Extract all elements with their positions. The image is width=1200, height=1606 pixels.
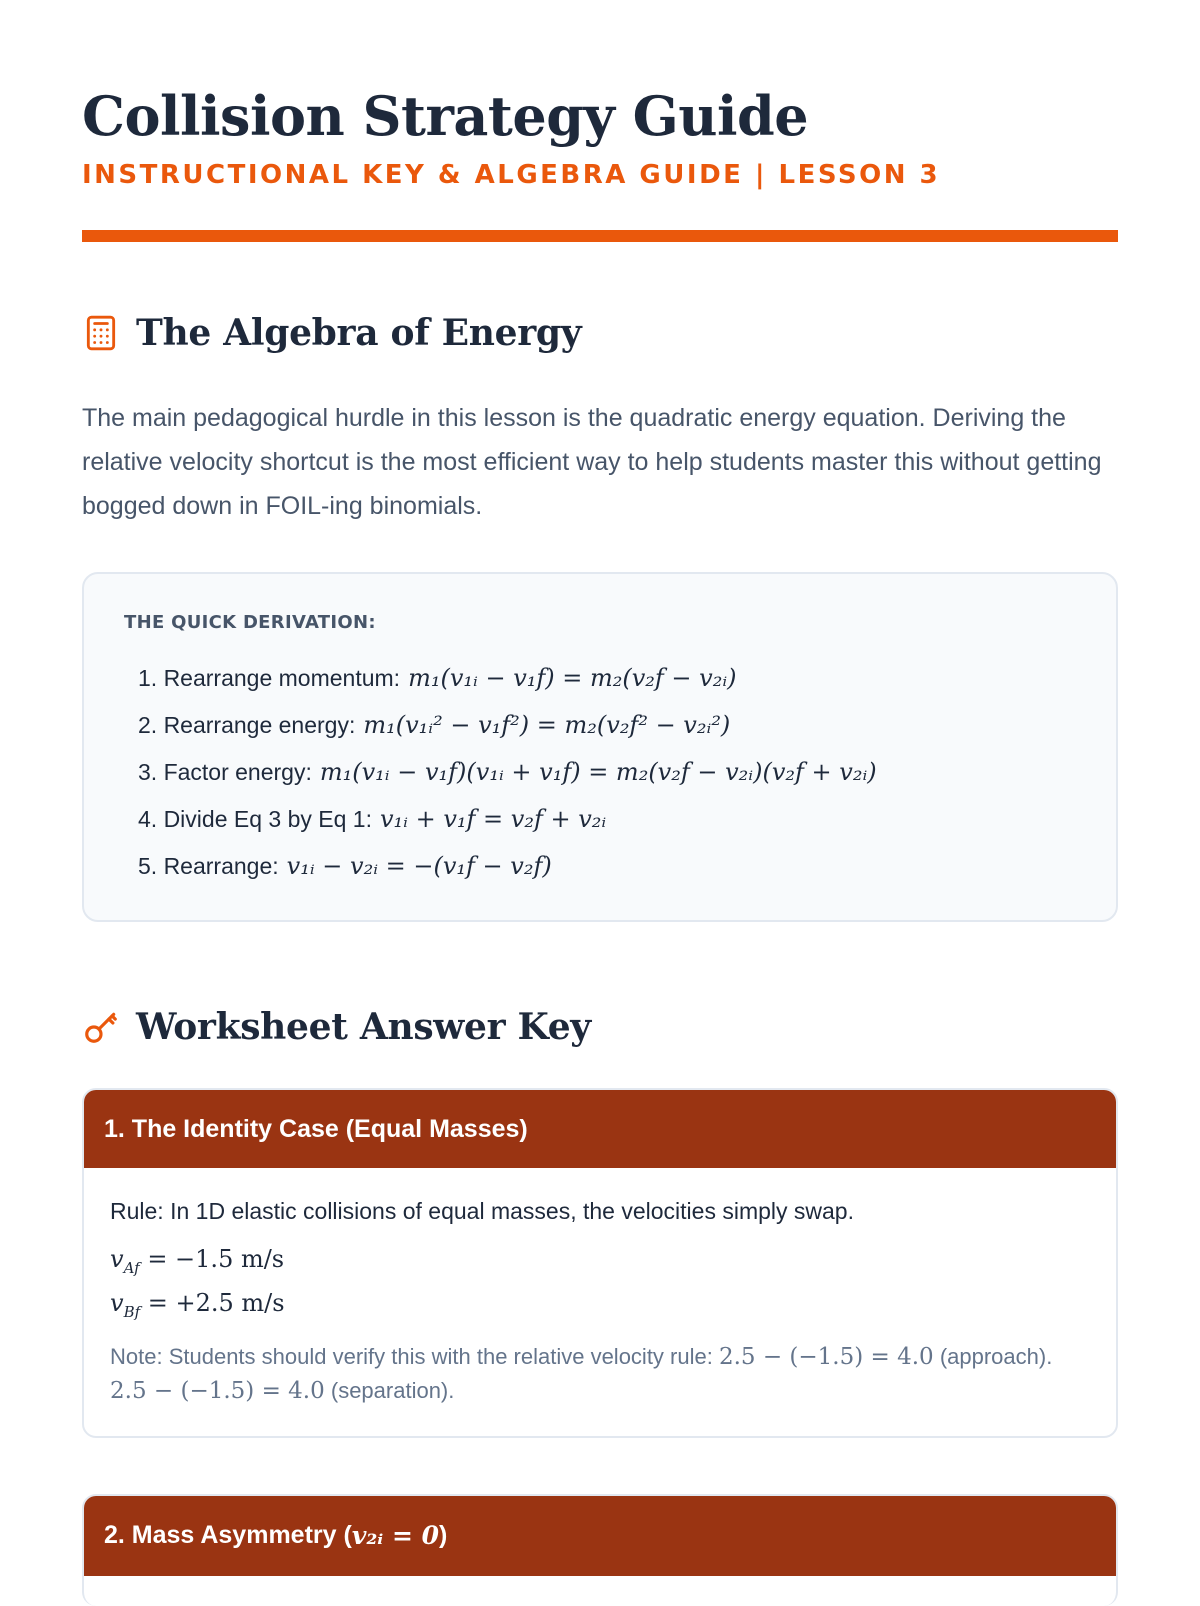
note-text: (approach). [933, 1343, 1053, 1369]
answer-card-body [84, 1168, 1116, 1436]
step-label: 3. Factor energy: [138, 759, 312, 785]
eq-subscript: Af [123, 1258, 140, 1277]
step-label: 4. Divide Eq 3 by Eq 1: [138, 806, 372, 832]
eq-value: = −1.5 m/s [139, 1245, 285, 1273]
note-text: Note: Students should verify this with the relative velocity rule: [110, 1343, 719, 1369]
card-title-math: v₂ᵢ = 0 [351, 1521, 440, 1551]
eq-value: = +2.5 m/s [140, 1288, 285, 1317]
step-label: 1. Rearrange momentum: [138, 665, 401, 691]
card-title-text: 2. Mass Asymmetry ( [104, 1521, 352, 1550]
page-subtitle: INSTRUCTIONAL KEY & ALGEBRA GUIDE | LESSON 3 [82, 160, 941, 190]
step-label: 5. Rearrange: [138, 853, 279, 879]
step-expression: v₁ᵢ + v₁f = v₂f + v₂ᵢ [379, 805, 607, 833]
answer-card [82, 1088, 1118, 1438]
note-text: (separation). [324, 1377, 455, 1403]
header-divider [82, 230, 1118, 242]
derivation-label: THE QUICK DERIVATION: [124, 612, 376, 633]
section-heading: The Algebra of Energy [136, 312, 582, 354]
derivation-step [124, 796, 1076, 843]
lead-paragraph: The main pedagogical hurdle in this lesson is the quadratic energy equation. Deriving the relative velocity shortcut is the most efficient way to help students master this without getting bogged down in FOIL-ing binomials. [82, 404, 1102, 520]
answer-card [82, 1494, 1118, 1606]
answer-equation [110, 1286, 1090, 1330]
answer-rule: Rule: In 1D elastic collisions of equal masses, the velocities simply swap. [110, 1198, 854, 1224]
eq-variable: v [110, 1245, 124, 1273]
note-expression: 2.5 − (−1.5) = 4.0 [718, 1343, 934, 1370]
card-title-text: ) [439, 1521, 448, 1550]
step-expression: v₁ᵢ − v₂ᵢ = −(v₁f − v₂f) [286, 852, 552, 880]
page-title: Collision Strategy Guide [82, 84, 809, 148]
derivation-step [124, 749, 1076, 796]
answer-card-title [84, 1496, 1116, 1576]
step-label: 2. Rearrange energy: [138, 712, 356, 738]
step-expression: m₁(v₁ᵢ² − v₁f²) = m₂(v₂f² − v₂ᵢ²) [363, 711, 731, 739]
derivation-steps [124, 655, 1076, 890]
section-algebra-heading [82, 312, 1118, 354]
key-icon [82, 1008, 120, 1046]
derivation-step [124, 843, 1076, 890]
eq-subscript: Bf [123, 1302, 141, 1321]
calculator-icon [82, 314, 120, 352]
derivation-step [124, 655, 1076, 702]
step-expression: m₁(v₁ᵢ − v₁f)(v₁ᵢ + v₁f) = m₂(v₂f − v₂ᵢ)(v₂f + v₂ᵢ) [319, 758, 877, 786]
answer-equation [110, 1242, 1090, 1286]
section-heading: Worksheet Answer Key [136, 1006, 591, 1048]
step-expression: m₁(v₁ᵢ − v₁f) = m₂(v₂f − v₂ᵢ) [408, 664, 737, 692]
eq-variable: v [110, 1288, 124, 1317]
answer-card-title: 1. The Identity Case (Equal Masses) [84, 1090, 1116, 1168]
note-expression: 2.5 − (−1.5) = 4.0 [110, 1377, 325, 1404]
section-answer-key-heading [82, 1006, 1118, 1048]
derivation-step [124, 702, 1076, 749]
derivation-box [82, 572, 1118, 922]
answer-note [110, 1340, 1090, 1408]
